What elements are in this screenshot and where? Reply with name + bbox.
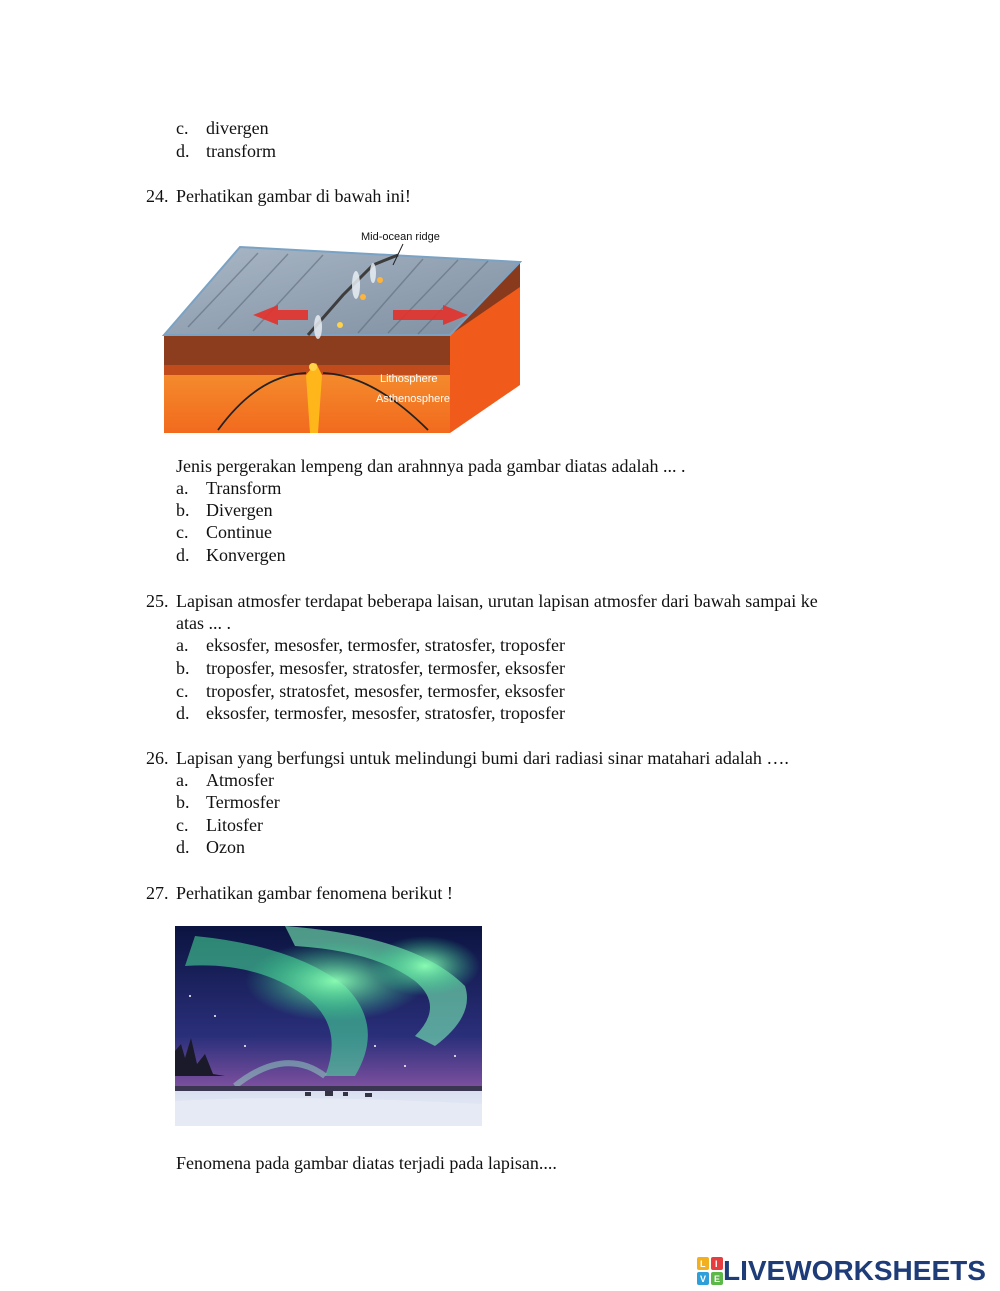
brand-logo-letters — [700, 1259, 720, 1284]
option-text: eksosfer, termosfer, mesosfer, stratosfer, troposfer — [206, 703, 565, 723]
question-prompt: Jenis pergerakan lempeng dan arahnnya pada gambar diatas adalah ... . — [176, 456, 686, 476]
question-stem: Lapisan atmosfer terdapat beberapa laisan, urutan lapisan atmosfer dari bawah sampai ke — [176, 591, 818, 611]
option-text: troposfer, mesosfer, stratosfer, termosfer, eksosfer — [206, 658, 565, 678]
question-stem: Lapisan yang berfungsi untuk melindungi bumi dari radiasi sinar matahari adalah …. — [176, 748, 789, 768]
logo-letter: L — [700, 1259, 706, 1269]
option-letter: d. — [176, 545, 190, 565]
liveworksheets-logo[interactable] — [697, 1255, 986, 1287]
question-number: 24. — [146, 186, 169, 206]
option-letter: b. — [176, 500, 190, 520]
brand-name: LIVEWORKSHEETS — [723, 1255, 986, 1286]
option-letter: a. — [176, 478, 189, 498]
question-stem-continued: atas ... . — [176, 613, 231, 633]
question-number: 26. — [146, 748, 169, 768]
option-text: eksosfer, mesosfer, termosfer, stratosfer, troposfer — [206, 635, 565, 655]
label-asthenosphere: Asthenosphere — [376, 393, 450, 405]
label-mid-ocean-ridge: Mid-ocean ridge — [361, 231, 440, 243]
option-letter: b. — [176, 658, 190, 678]
logo-letter: I — [715, 1259, 718, 1269]
question-number: 25. — [146, 591, 169, 611]
mid-ocean-ridge-diagram — [158, 225, 526, 437]
option-text: Continue — [206, 522, 272, 542]
option-letter: d. — [176, 837, 190, 857]
option-letter: b. — [176, 792, 190, 812]
question-number: 27. — [146, 883, 169, 903]
option-letter: c. — [176, 118, 189, 138]
logo-letter: V — [700, 1274, 707, 1284]
option-letter: c. — [176, 522, 189, 542]
option-text: troposfer, stratosfet, mesosfer, termosfer, eksosfer — [206, 681, 565, 701]
brand-logo-icon — [697, 1257, 723, 1285]
option-letter: a. — [176, 635, 189, 655]
option-text: divergen — [206, 118, 269, 138]
option-text: Divergen — [206, 500, 273, 520]
logo-letter: E — [714, 1274, 721, 1284]
option-text: Konvergen — [206, 545, 286, 565]
option-text: transform — [206, 141, 276, 161]
question-prompt: Fenomena pada gambar diatas terjadi pada lapisan.... — [176, 1153, 557, 1173]
option-letter: d. — [176, 141, 190, 161]
option-letter: c. — [176, 815, 189, 835]
option-text: Termosfer — [206, 792, 280, 812]
question-stem: Perhatikan gambar fenomena berikut ! — [176, 883, 453, 903]
label-lithosphere: Lithosphere — [380, 373, 438, 385]
question-stem: Perhatikan gambar di bawah ini! — [176, 186, 411, 206]
option-text: Ozon — [206, 837, 245, 857]
option-text: Litosfer — [206, 815, 263, 835]
option-text: Transform — [206, 478, 282, 498]
option-letter: a. — [176, 770, 189, 790]
option-text: Atmosfer — [206, 770, 274, 790]
option-letter: c. — [176, 681, 189, 701]
option-letter: d. — [176, 703, 190, 723]
aurora-photo — [175, 926, 482, 1126]
